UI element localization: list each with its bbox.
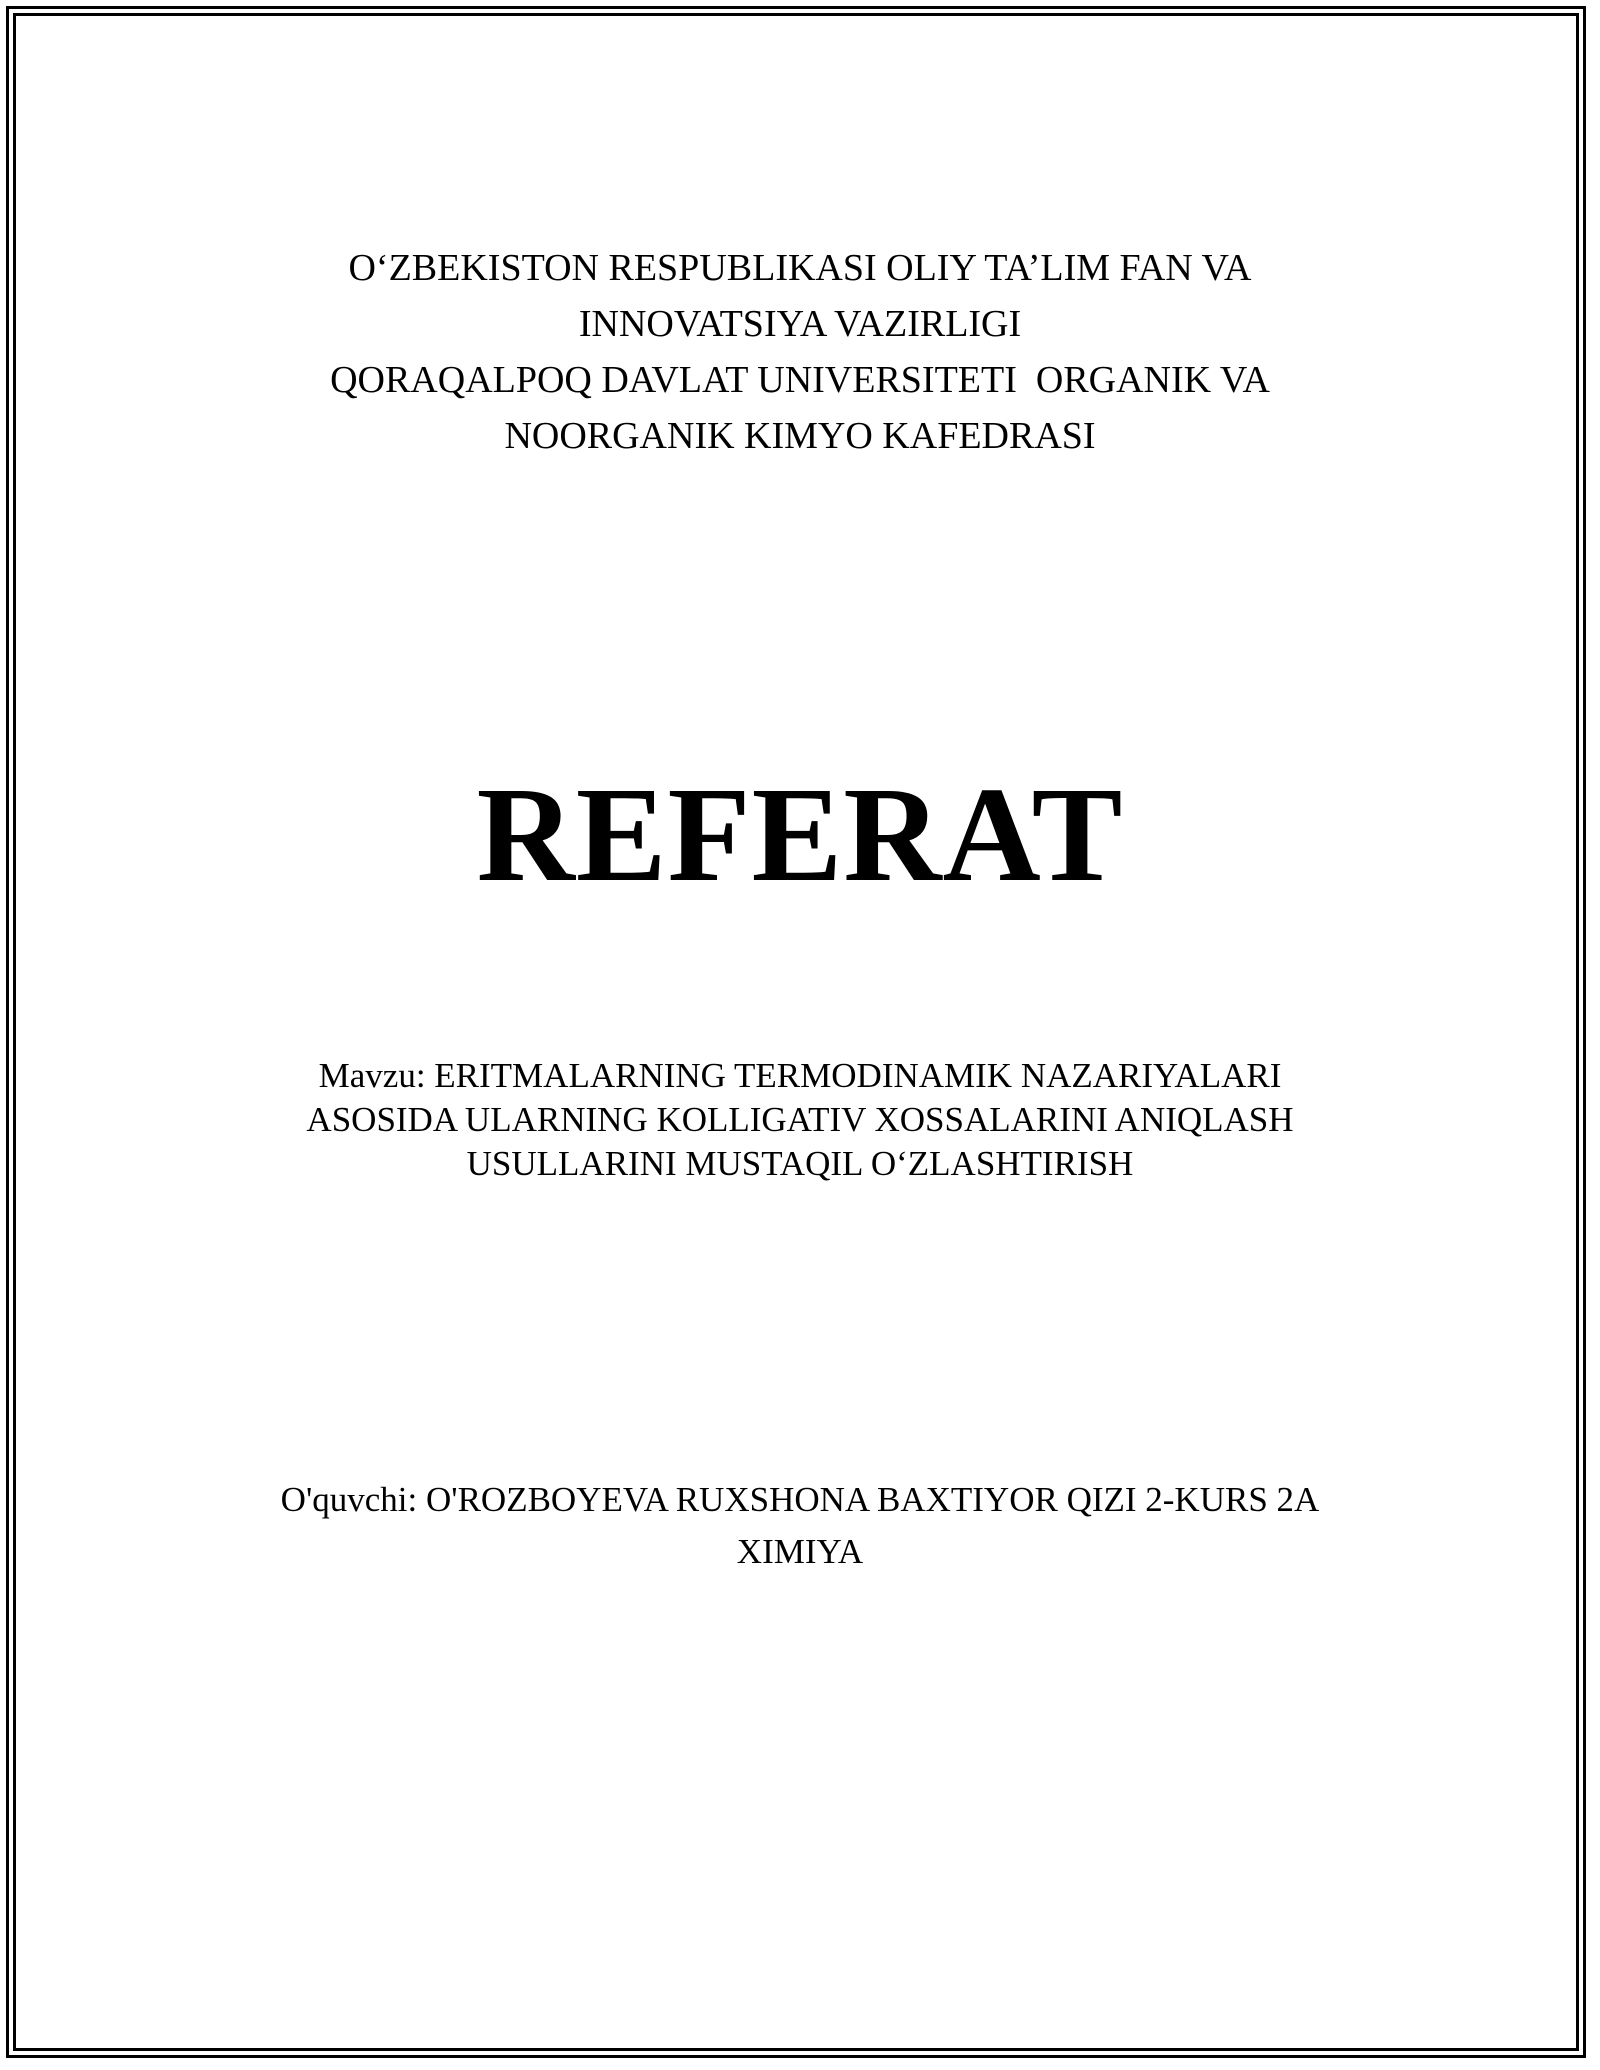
topic-line: ASOSIDA ULARNING KOLLIGATIV XOSSALARINI ANIQLASH [306,1100,1294,1139]
header-line: QORAQALPOQ DAVLAT UNIVERSITETI ORGANIK VA [330,359,1270,401]
document-title: REFERAT [476,760,1124,910]
institution-header [0,240,1600,464]
header-line: NOORGANIK KIMYO KAFEDRASI [504,415,1096,457]
student-line: O'quvchi: O'ROZBOYEVA RUXSHONA BAXTIYOR QIZI 2-KURS 2A [280,1480,1320,1519]
topic-line: Mavzu: ERITMALARNING TERMODINAMIK NAZARIYALARI [318,1056,1282,1095]
topic-line: USULLARINI MUSTAQIL O‘ZLASHTIRISH [466,1144,1134,1183]
student-block [0,1474,1600,1578]
header-line: O‘ZBEKISTON RESPUBLIKASI OLIY TA’LIM FAN VA [348,247,1252,289]
student-line: XIMIYA [736,1532,864,1571]
header-line: INNOVATSIYA VAZIRLIGI [578,303,1022,345]
topic-block [0,1054,1600,1186]
